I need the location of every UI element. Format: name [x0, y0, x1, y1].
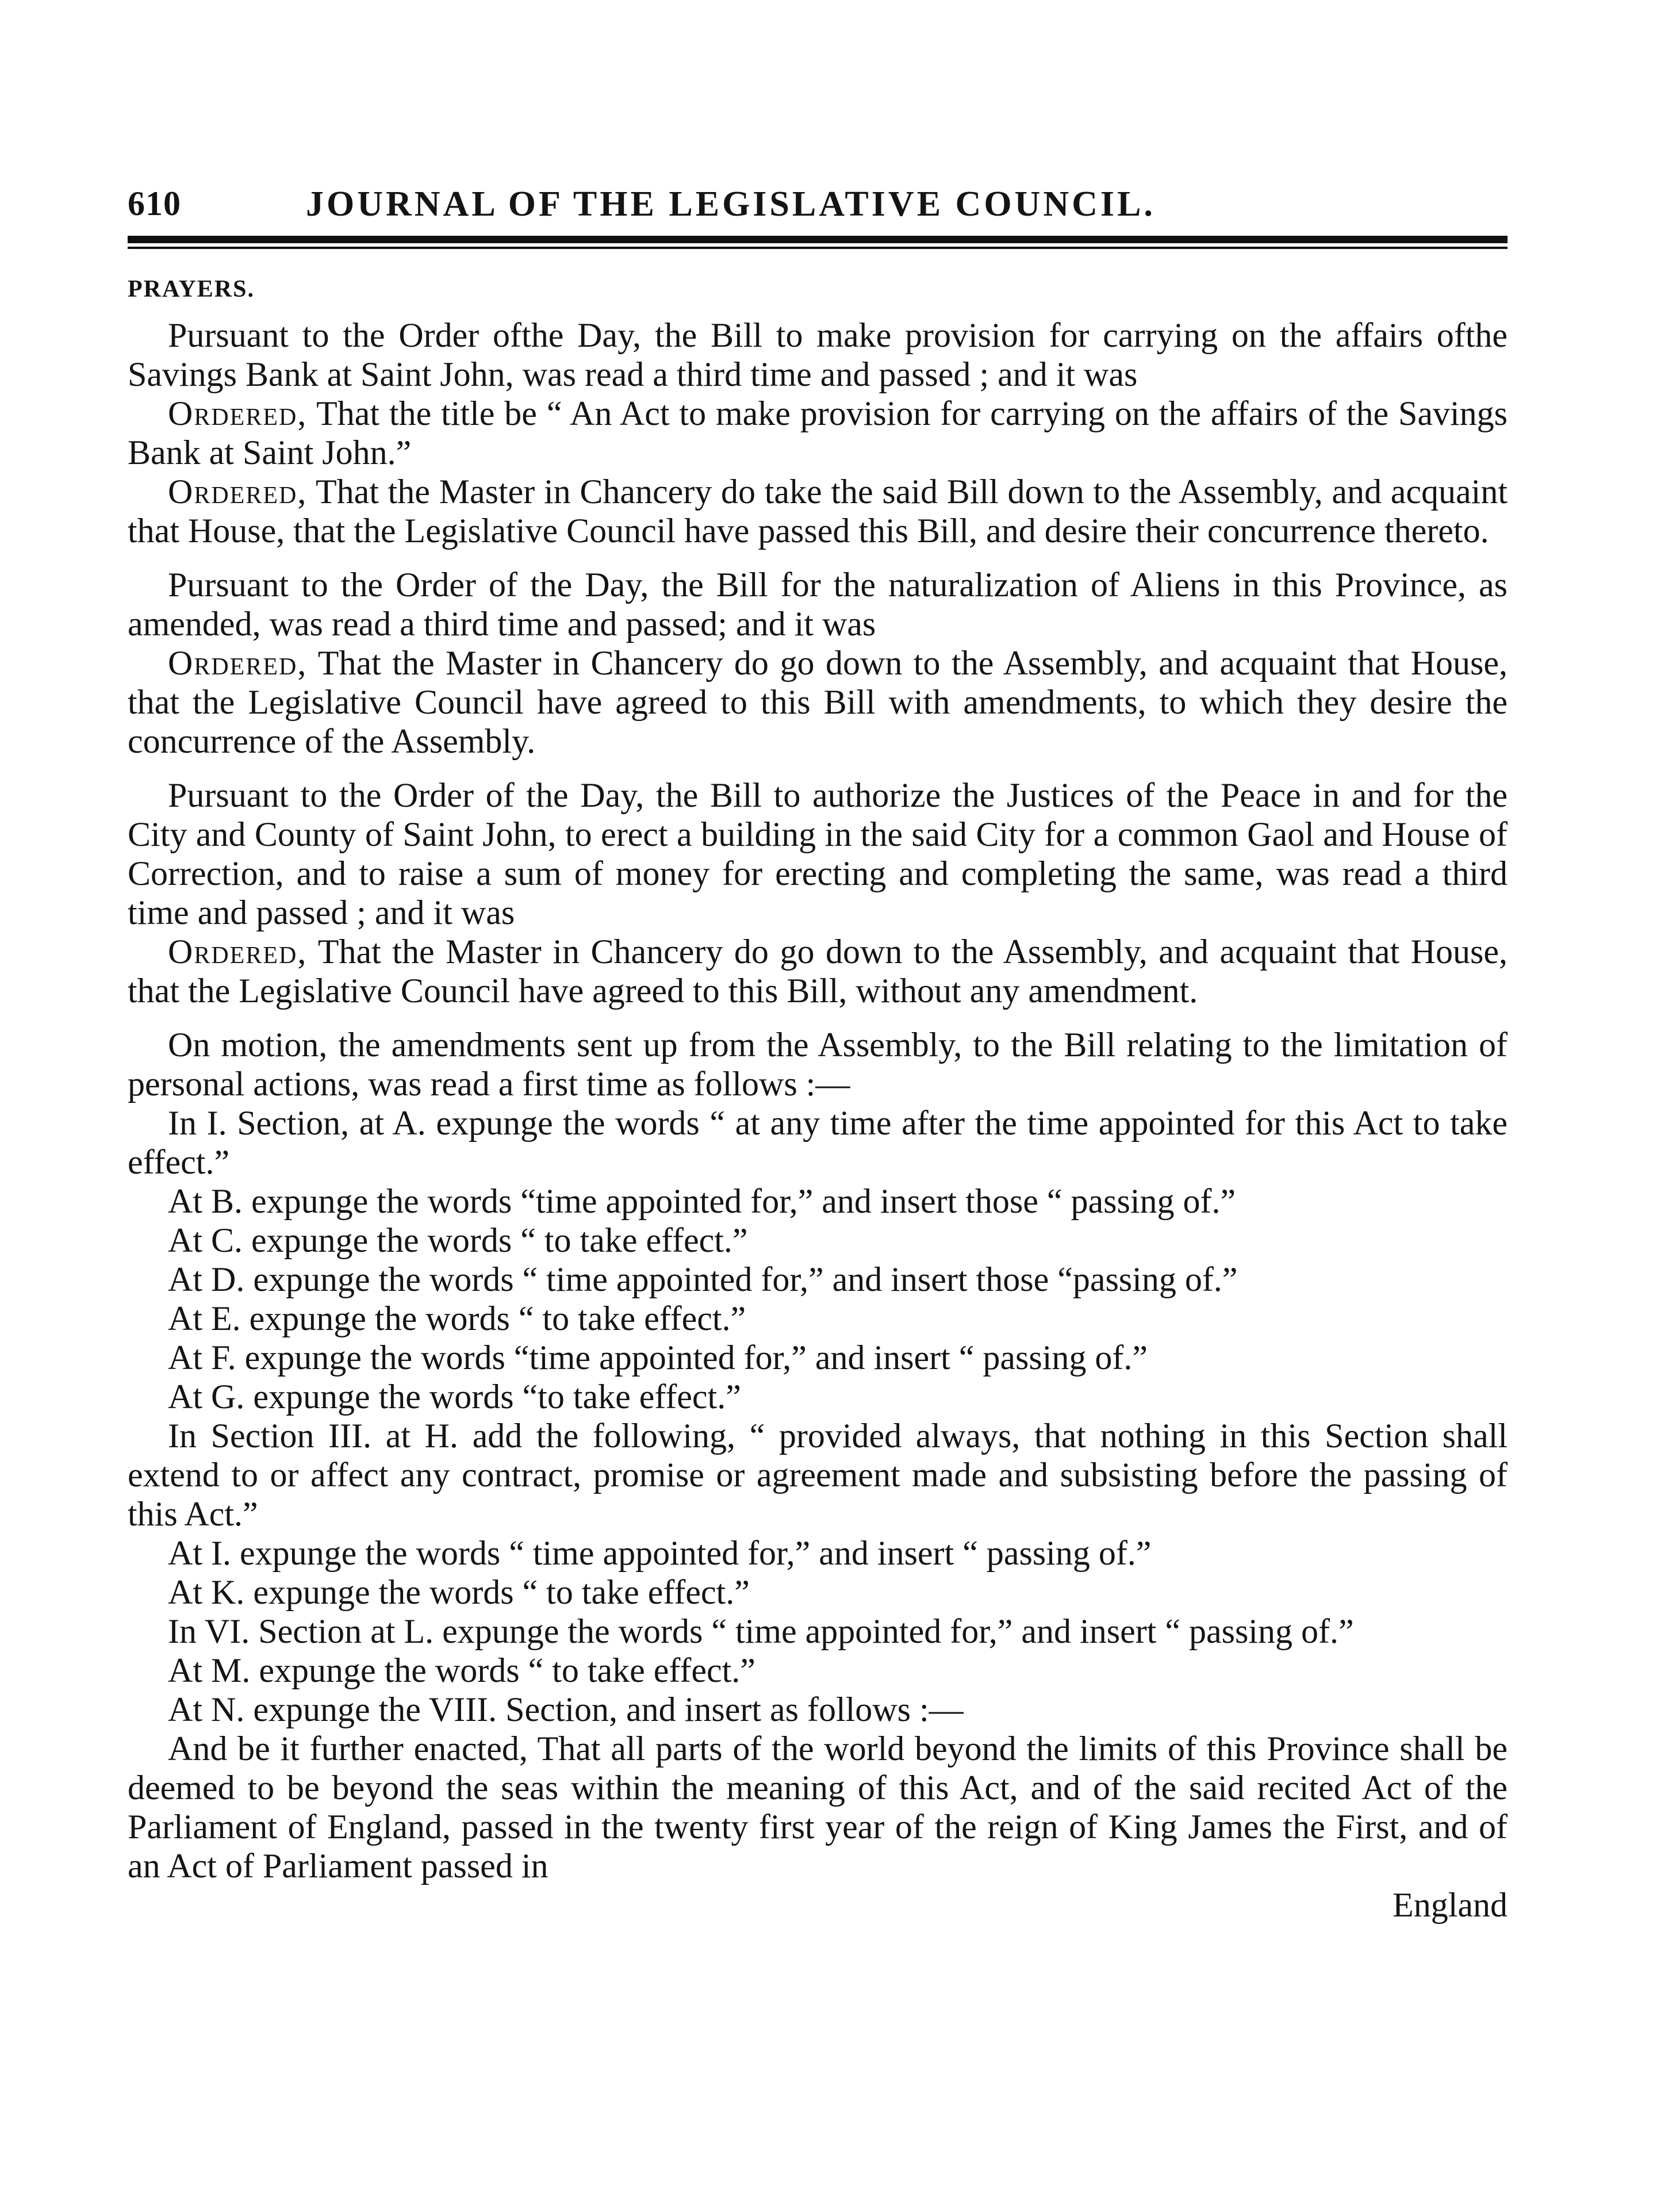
gaol-order [128, 932, 1508, 1010]
savings-bank-order-title [128, 394, 1508, 472]
amendment-item: At D. expunge the words “ time appointed for,” and insert those “passing of.” [168, 1260, 1238, 1298]
order-text: That the Master in Chancery do take the said Bill down to the Assembly, and acquaint that House, that the Legislative Council have passed this Bill, and desire their concurrence thereto. [128, 473, 1508, 550]
ordered-label: Ordered, [168, 394, 308, 432]
amendment-item: At I. expunge the words “ time appointed for,” and insert “ passing of.” [168, 1534, 1152, 1572]
journal-body [128, 270, 1508, 1925]
catchword: England [1393, 1886, 1508, 1924]
amendment-item: At C. expunge the words “ to take effect.” [168, 1221, 748, 1259]
header-rule-thin [128, 247, 1508, 249]
amendment-item: In Section III. at H. add the following, “ provided always, that nothing in this Section shall extend to or affect any contract, promise or agreement made and subsisting before the passing of this Act.” [128, 1417, 1508, 1533]
header-rule-thick [128, 236, 1508, 243]
amendment-item: In I. Section, at A. expunge the words “ at any time after the time appointed for this Act to take effect.” [128, 1104, 1508, 1181]
amendment-item: At K. expunge the words “ to take effect.” [168, 1573, 750, 1611]
prayers-heading: PRAYERS. [128, 276, 255, 302]
running-head: JOURNAL OF THE LEGISLATIVE COUNCIL. [306, 185, 1156, 224]
amendment-item: In VI. Section at L. expunge the words “ time appointed for,” and insert “ passing of.” [168, 1612, 1354, 1650]
savings-bank-paragraph: Pursuant to the Order ofthe Day, the Bill to make provision for carrying on the affairs ofthe Savings Bank at Saint John, was read a third time and passed ; and it was [128, 316, 1508, 393]
amendment-item: At F. expunge the words “time appointed for,” and insert “ passing of.” [168, 1339, 1148, 1377]
page-number: 610 [128, 185, 181, 223]
naturalization-order [128, 643, 1508, 761]
page-header [128, 167, 1508, 236]
amendment-item: At N. expunge the VIII. Section, and insert as follows :— [168, 1690, 964, 1728]
gaol-paragraph: Pursuant to the Order of the Day, the Bill to authorize the Justices of the Peace in and for the City and County of Saint John, to erect a building in the said City for a common Gaol and House of Correction, and to raise a sum of money for erecting and completing the same, was read a third time and passed ; and it was [128, 776, 1508, 931]
ordered-label: Ordered, [168, 933, 308, 971]
limitation-intro: On motion, the amendments sent up from the Assembly, to the Bill relating to the limitation of personal actions, was read a first time as follows :— [128, 1026, 1508, 1103]
order-text: That the title be “ An Act to make provision for carrying on the affairs of the Savings Bank at Saint John.” [128, 394, 1508, 471]
ordered-label: Ordered, [168, 644, 308, 682]
amendment-item: At E. expunge the words “ to take effect.” [168, 1299, 746, 1337]
ordered-label: Ordered, [168, 473, 308, 511]
amendment-item: At M. expunge the words “ to take effect.” [168, 1651, 755, 1689]
amendment-item: At B. expunge the words “time appointed for,” and insert those “ passing of.” [168, 1182, 1236, 1220]
journal-page [128, 167, 1508, 1925]
savings-bank-order-master [128, 472, 1508, 550]
order-text: That the Master in Chancery do go down to the Assembly, and acquaint that House, that the Legislative Council have agreed to this Bill, without any amendment. [128, 933, 1508, 1010]
naturalization-paragraph: Pursuant to the Order of the Day, the Bill for the naturalization of Aliens in this Province, as amended, was read a third time and passed; and it was [128, 566, 1508, 643]
order-text: That the Master in Chancery do go down to the Assembly, and acquaint that House, that the Legislative Council have agreed to this Bill with amendments, to which they desire the concurrence of the Assembly. [128, 644, 1508, 760]
amendment-item: At G. expunge the words “to take effect.” [168, 1378, 741, 1416]
amendment-item: And be it further enacted, That all parts of the world beyond the limits of this Province shall be deemed to be beyond the seas within the meaning of this Act, and of the said recited Act of the Parliament of England, passed in the twenty first year of the reign of King James the First, and of an Act of Parliament passed in [128, 1730, 1508, 1885]
